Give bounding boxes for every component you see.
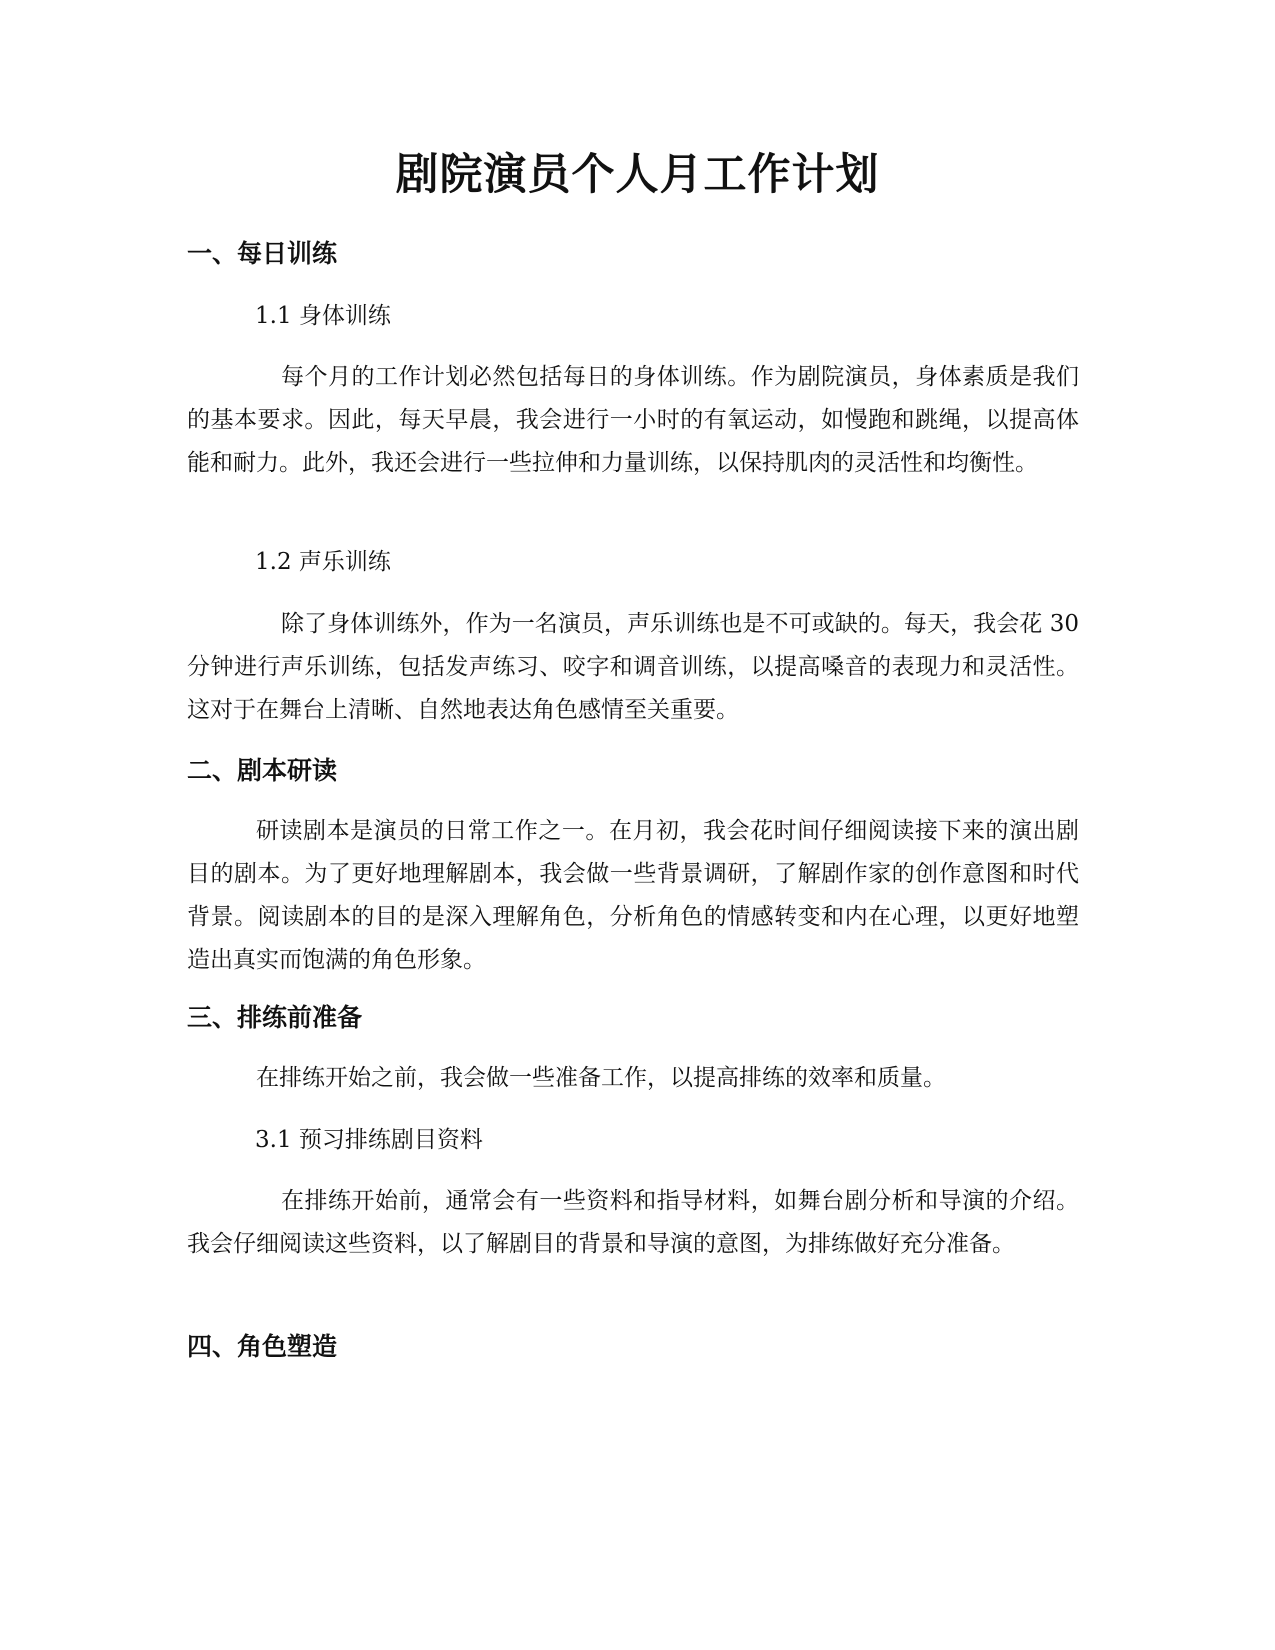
- section-heading-daily-training: 一、每日训练: [187, 239, 338, 268]
- paragraph-physical-training: 每个月的工作计划必然包括每日的身体训练。作为剧院演员，身体素质是我们的基本要求。因此，每天早晨，我会进行一小时的有氧运动，如慢跑和跳绳，以提高体能和耐力。此外，我还会进行一些拉伸和力量训练，以保持肌肉的灵活性和均衡性。: [187, 364, 1079, 476]
- section-heading-role-shaping: 四、角色塑造: [187, 1332, 338, 1361]
- subsection-heading-preview-materials: 3.1 预习排练剧目资料: [255, 1127, 483, 1153]
- page-title: 剧院演员个人月工作计划: [395, 150, 880, 200]
- paragraph-vocal-training: 除了身体训练外，作为一名演员，声乐训练也是不可或缺的。每天，我会花 30 分钟进行声乐训练，包括发声练习、咬字和调音训练，以提高嗓音的表现力和灵活性。这对于在舞台上清晰、自然地表达角色感情至关重要。: [187, 611, 1079, 723]
- subsection-heading-physical-training: 1.1 身体训练: [255, 303, 391, 329]
- paragraph-script-study: 研读剧本是演员的日常工作之一。在月初，我会花时间仔细阅读接下来的演出剧目的剧本。为了更好地理解剧本，我会做一些背景调研，了解剧作家的创作意图和时代背景。阅读剧本的目的是深入理解角色，分析角色的情感转变和内在心理，以更好地塑造出真实而饱满的角色形象。: [187, 818, 1079, 973]
- section-heading-script-study: 二、剧本研读: [187, 756, 338, 785]
- subsection-heading-vocal-training: 1.2 声乐训练: [255, 549, 391, 575]
- paragraph-preview-materials: 在排练开始前，通常会有一些资料和指导材料，如舞台剧分析和导演的介绍。我会仔细阅读这些资料，以了解剧目的背景和导演的意图，为排练做好充分准备。: [187, 1188, 1079, 1257]
- section-heading-rehearsal-prep: 三、排练前准备: [187, 1003, 363, 1032]
- paragraph-rehearsal-prep: 在排练开始之前，我会做一些准备工作，以提高排练的效率和质量。: [256, 1065, 946, 1091]
